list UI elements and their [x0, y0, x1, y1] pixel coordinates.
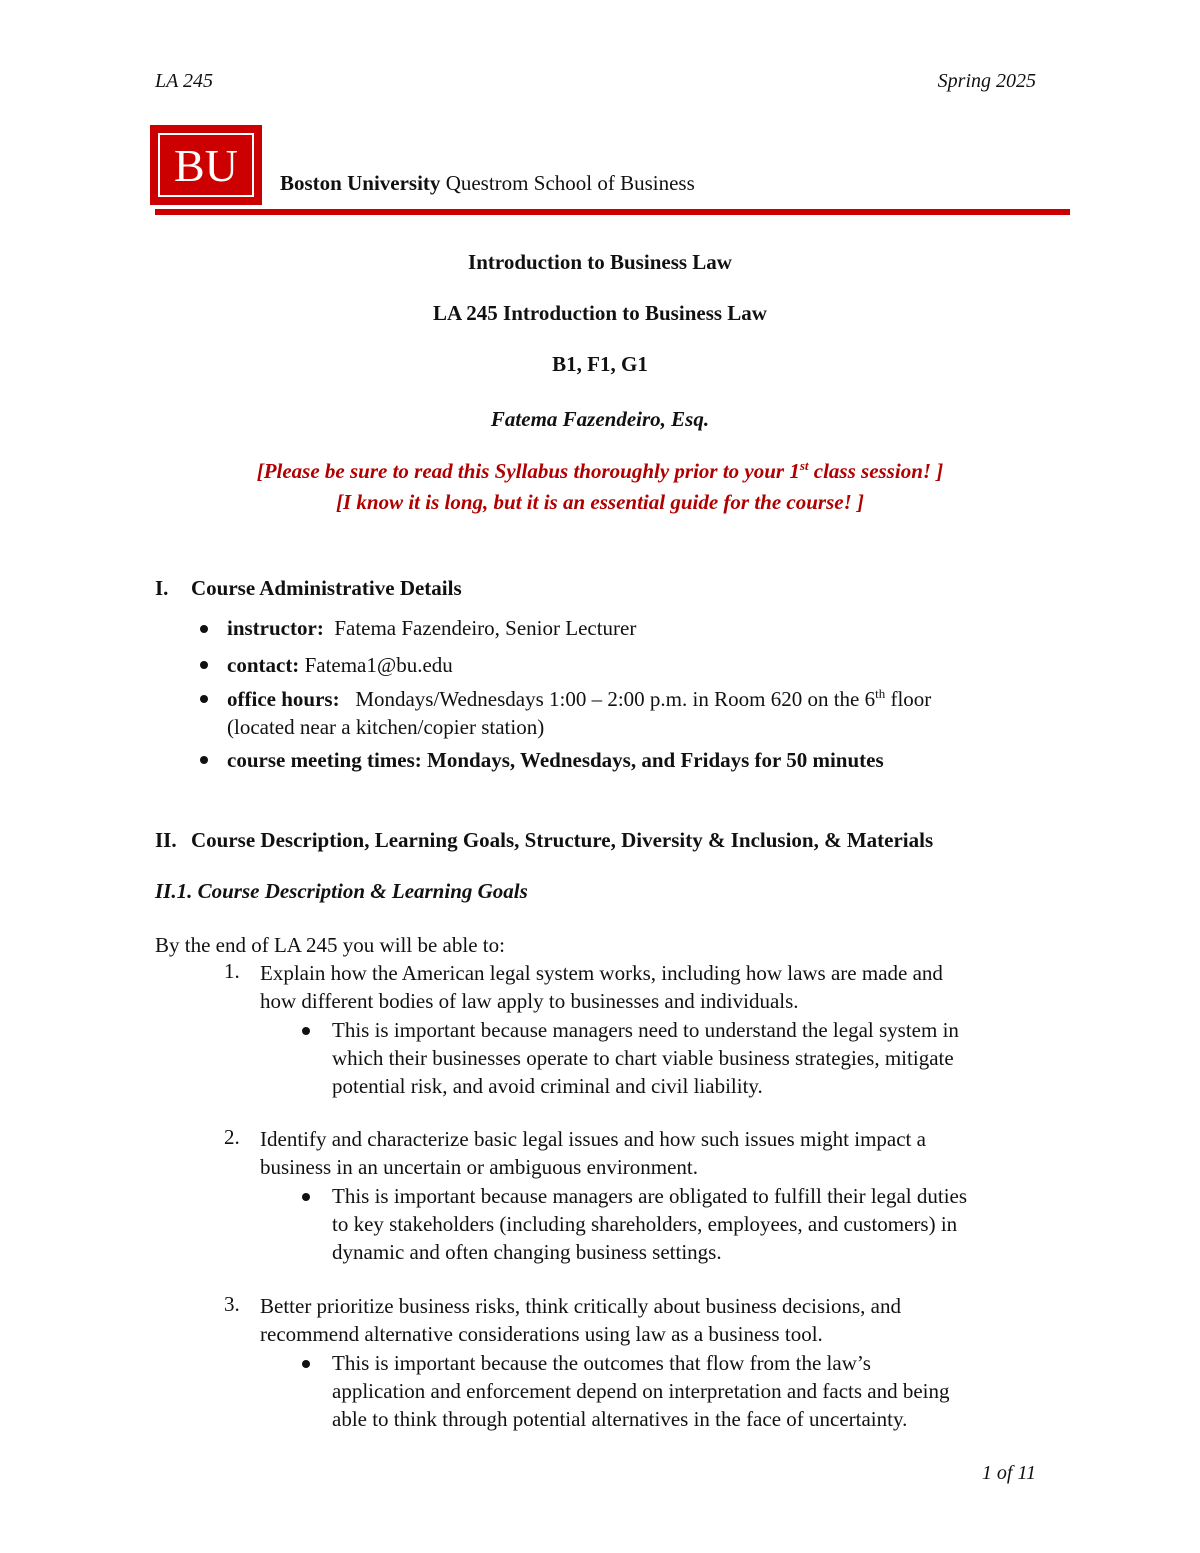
instructor-value: Fatema Fazendeiro, Senior Lecturer: [334, 616, 637, 640]
bu-logo-text: BU: [158, 133, 254, 197]
bu-logo: [150, 125, 262, 205]
office-hours-sup: th: [875, 686, 886, 701]
course-title: Introduction to Business Law: [468, 250, 732, 274]
goal-3-why-line-2: application and enforcement depend on interpretation and facts and being: [332, 1379, 950, 1403]
section-1-numeral: I.: [155, 576, 169, 600]
instructor-name: Fatema Fazendeiro, Esq.: [490, 407, 710, 431]
header-divider: [155, 209, 1070, 215]
syllabus-notice-1: [140, 459, 1060, 484]
admin-office-hours: [227, 685, 1067, 741]
office-hours-location: (located near a kitchen/copier station): [227, 715, 545, 739]
syllabus-notice-2: [I know it is long, but it is an essential guide for the course! ]: [336, 490, 864, 514]
bullet-icon: [302, 1193, 310, 1201]
school-name-bold: Boston University: [280, 171, 441, 195]
section-2-1-heading: II.1. Course Description & Learning Goals: [155, 879, 528, 903]
goal-1-text: [260, 959, 1060, 1015]
notice-1-text: [Please be sure to read this Syllabus thoroughly prior to your 1: [256, 459, 800, 483]
goal-1-why: [332, 1016, 1062, 1100]
header-course-code: LA 245: [155, 70, 213, 92]
section-2-numeral: II.: [155, 828, 177, 852]
school-name: [280, 171, 695, 196]
goal-1-line-2: how different bodies of law apply to businesses and individuals.: [260, 989, 799, 1013]
goal-2-why: [332, 1182, 1062, 1266]
bullet-icon: [200, 661, 208, 669]
goal-3-line-2: recommend alternative considerations using law as a business tool.: [260, 1322, 823, 1346]
goal-3-why-line-1: This is important because the outcomes that flow from the law’s: [332, 1351, 871, 1375]
course-full-title: LA 245 Introduction to Business Law: [433, 301, 767, 325]
meeting-times-value: Mondays, Wednesdays, and Fridays for 50 minutes: [427, 748, 884, 772]
goal-2-line-1: Identify and characterize basic legal issues and how such issues might impact a: [260, 1127, 926, 1151]
goal-2-text: [260, 1125, 1060, 1181]
goal-3-text: [260, 1292, 1060, 1348]
office-hours-floor: floor: [885, 687, 932, 711]
goal-2-why-line-3: dynamic and often changing business settings.: [332, 1240, 722, 1264]
goal-1-why-line-3: potential risk, and avoid criminal and civil liability.: [332, 1074, 763, 1098]
goal-3-number: 3.: [224, 1292, 240, 1316]
school-name-rest: Questrom School of Business: [445, 171, 695, 195]
goal-2-number: 2.: [224, 1125, 240, 1149]
bullet-icon: [200, 756, 208, 764]
instructor-label: instructor:: [227, 616, 324, 640]
header-term: Spring 2025: [937, 70, 1036, 92]
admin-meeting-times: [227, 746, 884, 774]
bullet-icon: [302, 1027, 310, 1035]
goal-1-number: 1.: [224, 959, 240, 983]
notice-1-sup: st: [799, 458, 809, 473]
goal-3-why: [332, 1349, 1062, 1433]
office-hours-value: Mondays/Wednesdays 1:00 – 2:00 p.m. in Room 620 on the 6: [355, 687, 876, 711]
goal-2-why-line-1: This is important because managers are obligated to fulfill their legal duties: [332, 1184, 968, 1208]
course-sections: B1, F1, G1: [552, 352, 648, 376]
contact-email: Fatema1@bu.edu: [304, 653, 453, 677]
office-hours-label: office hours:: [227, 687, 340, 711]
admin-contact: [227, 651, 453, 679]
contact-label: contact:: [227, 653, 300, 677]
meeting-times-label: course meeting times:: [227, 748, 422, 772]
section-1-title: Course Administrative Details: [191, 576, 462, 600]
section-2-title: Course Description, Learning Goals, Structure, Diversity & Inclusion, & Materials: [191, 828, 934, 852]
notice-1-end: class session! ]: [808, 459, 944, 483]
page-number: 1 of 11: [981, 1462, 1036, 1484]
bullet-icon: [200, 625, 208, 633]
goal-3-line-1: Better prioritize business risks, think critically about business decisions, and: [260, 1294, 901, 1318]
goal-2-line-2: business in an uncertain or ambiguous environment.: [260, 1155, 698, 1179]
bullet-icon: [200, 695, 208, 703]
goal-1-why-line-1: This is important because managers need to understand the legal system in: [332, 1018, 959, 1042]
goal-1-line-1: Explain how the American legal system works, including how laws are made and: [260, 961, 943, 985]
bullet-icon: [302, 1360, 310, 1368]
goal-2-why-line-2: to key stakeholders (including shareholders, employees, and customers) in: [332, 1212, 958, 1236]
goal-3-why-line-3: able to think through potential alternatives in the face of uncertainty.: [332, 1407, 908, 1431]
admin-instructor: [227, 614, 636, 642]
learning-goals-intro: By the end of LA 245 you will be able to:: [155, 933, 505, 957]
goal-1-why-line-2: which their businesses operate to chart viable business strategies, mitigate: [332, 1046, 954, 1070]
